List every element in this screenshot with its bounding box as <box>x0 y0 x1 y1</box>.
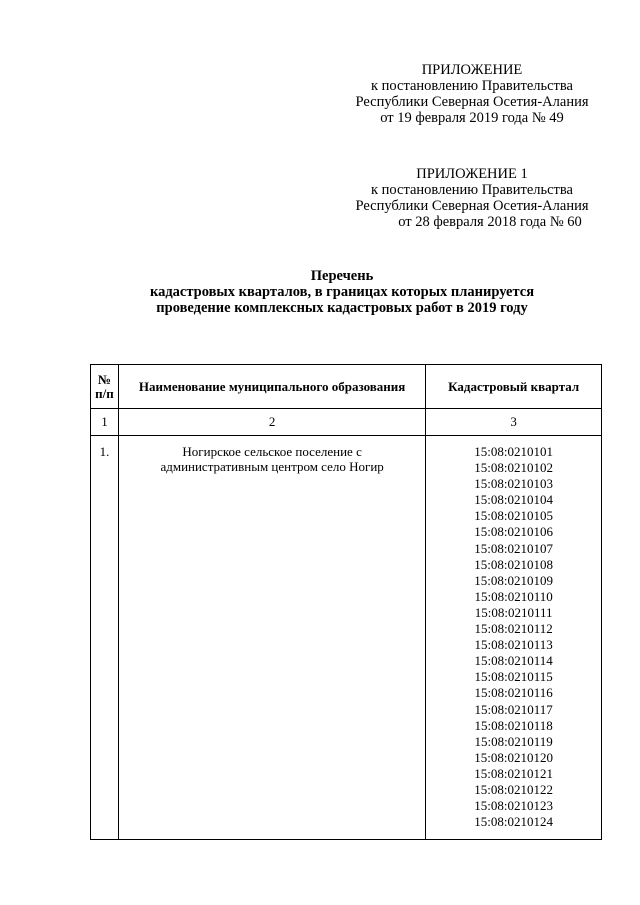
cadastral-quarter: 15:08:0210120 <box>474 749 554 765</box>
cadastral-quarter: 15:08:0210108 <box>474 556 554 572</box>
column-index: 3 <box>426 409 602 436</box>
appendix-ref-line: к постановлению Правительства <box>371 182 573 198</box>
appendix-date-line: от 19 февраля 2019 года № 49 <box>380 110 564 126</box>
header-cadastral-quarter: Кадастровый квартал <box>426 365 602 409</box>
document-title <box>100 268 584 316</box>
cadastral-quarter: 15:08:0210113 <box>474 637 553 653</box>
cadastral-quarter: 15:08:0210102 <box>474 460 554 476</box>
cadastral-quarter: 15:08:0210114 <box>474 653 553 669</box>
cadastral-quarter: 15:08:0210123 <box>474 798 554 814</box>
header-number <box>91 365 119 409</box>
cadastral-quarter: 15:08:0210111 <box>474 604 553 620</box>
title-line: проведение комплексных кадастровых работ в 2019 году <box>156 300 528 316</box>
row-number: 1. <box>91 436 119 840</box>
cadastral-quarter: 15:08:0210117 <box>474 701 553 717</box>
appendix-title: ПРИЛОЖЕНИЕ <box>421 62 523 78</box>
appendix-header-current <box>340 62 604 126</box>
cadastral-quarter: 15:08:0210103 <box>474 476 554 492</box>
cadastral-quarter: 15:08:0210101 <box>474 444 554 459</box>
column-index-row <box>91 409 602 436</box>
appendix-authority-line: Республики Северная Осетия-Алания <box>355 94 589 110</box>
appendix-header-previous <box>340 166 604 230</box>
appendix-date-line: от 28 февраля 2018 года № 60 <box>398 214 582 230</box>
title-line: Перечень <box>310 268 374 284</box>
cadastral-quarter: 15:08:0210104 <box>474 492 554 508</box>
appendix-ref-line: к постановлению Правительства <box>371 78 573 94</box>
appendix-authority-line: Республики Северная Осетия-Алания <box>355 198 589 214</box>
municipality-name <box>118 436 425 840</box>
column-index: 1 <box>91 409 119 436</box>
cadastral-quarter: 15:08:0210115 <box>474 669 553 685</box>
table-row <box>91 436 602 840</box>
cadastral-quarter: 15:08:0210116 <box>474 685 553 701</box>
header-number-abbr: п/п <box>95 385 114 401</box>
municipality-name-line: Ногирское сельское поселение с <box>182 444 362 459</box>
cadastral-quarter: 15:08:0210107 <box>474 540 554 556</box>
header-number-sign: № <box>97 371 112 387</box>
cadastral-quarter: 15:08:0210109 <box>474 572 554 588</box>
cadastral-quarter: 15:08:0210118 <box>474 717 553 733</box>
cadastral-quarter: 15:08:0210105 <box>474 508 554 524</box>
cadastral-quarter: 15:08:0210106 <box>474 524 554 540</box>
municipality-name-line: административным центром село Ногир <box>160 459 384 474</box>
cadastral-quarter-list <box>426 436 602 840</box>
cadastral-quarter: 15:08:0210112 <box>474 621 553 637</box>
cadastral-quarter: 15:08:0210119 <box>474 733 553 749</box>
cadastral-quarter: 15:08:0210121 <box>474 765 554 781</box>
column-index: 2 <box>118 409 425 436</box>
cadastral-quarter: 15:08:0210124 <box>474 814 554 830</box>
header-municipality: Наименование муниципального образования <box>118 365 425 409</box>
cadastral-quarter: 15:08:0210110 <box>474 588 553 604</box>
title-line: кадастровых кварталов, в границах которых планируется <box>149 284 535 300</box>
table-header-row <box>91 365 602 409</box>
cadastral-table <box>90 364 602 840</box>
appendix-title: ПРИЛОЖЕНИЕ 1 <box>416 166 528 182</box>
cadastral-quarter: 15:08:0210122 <box>474 781 554 797</box>
